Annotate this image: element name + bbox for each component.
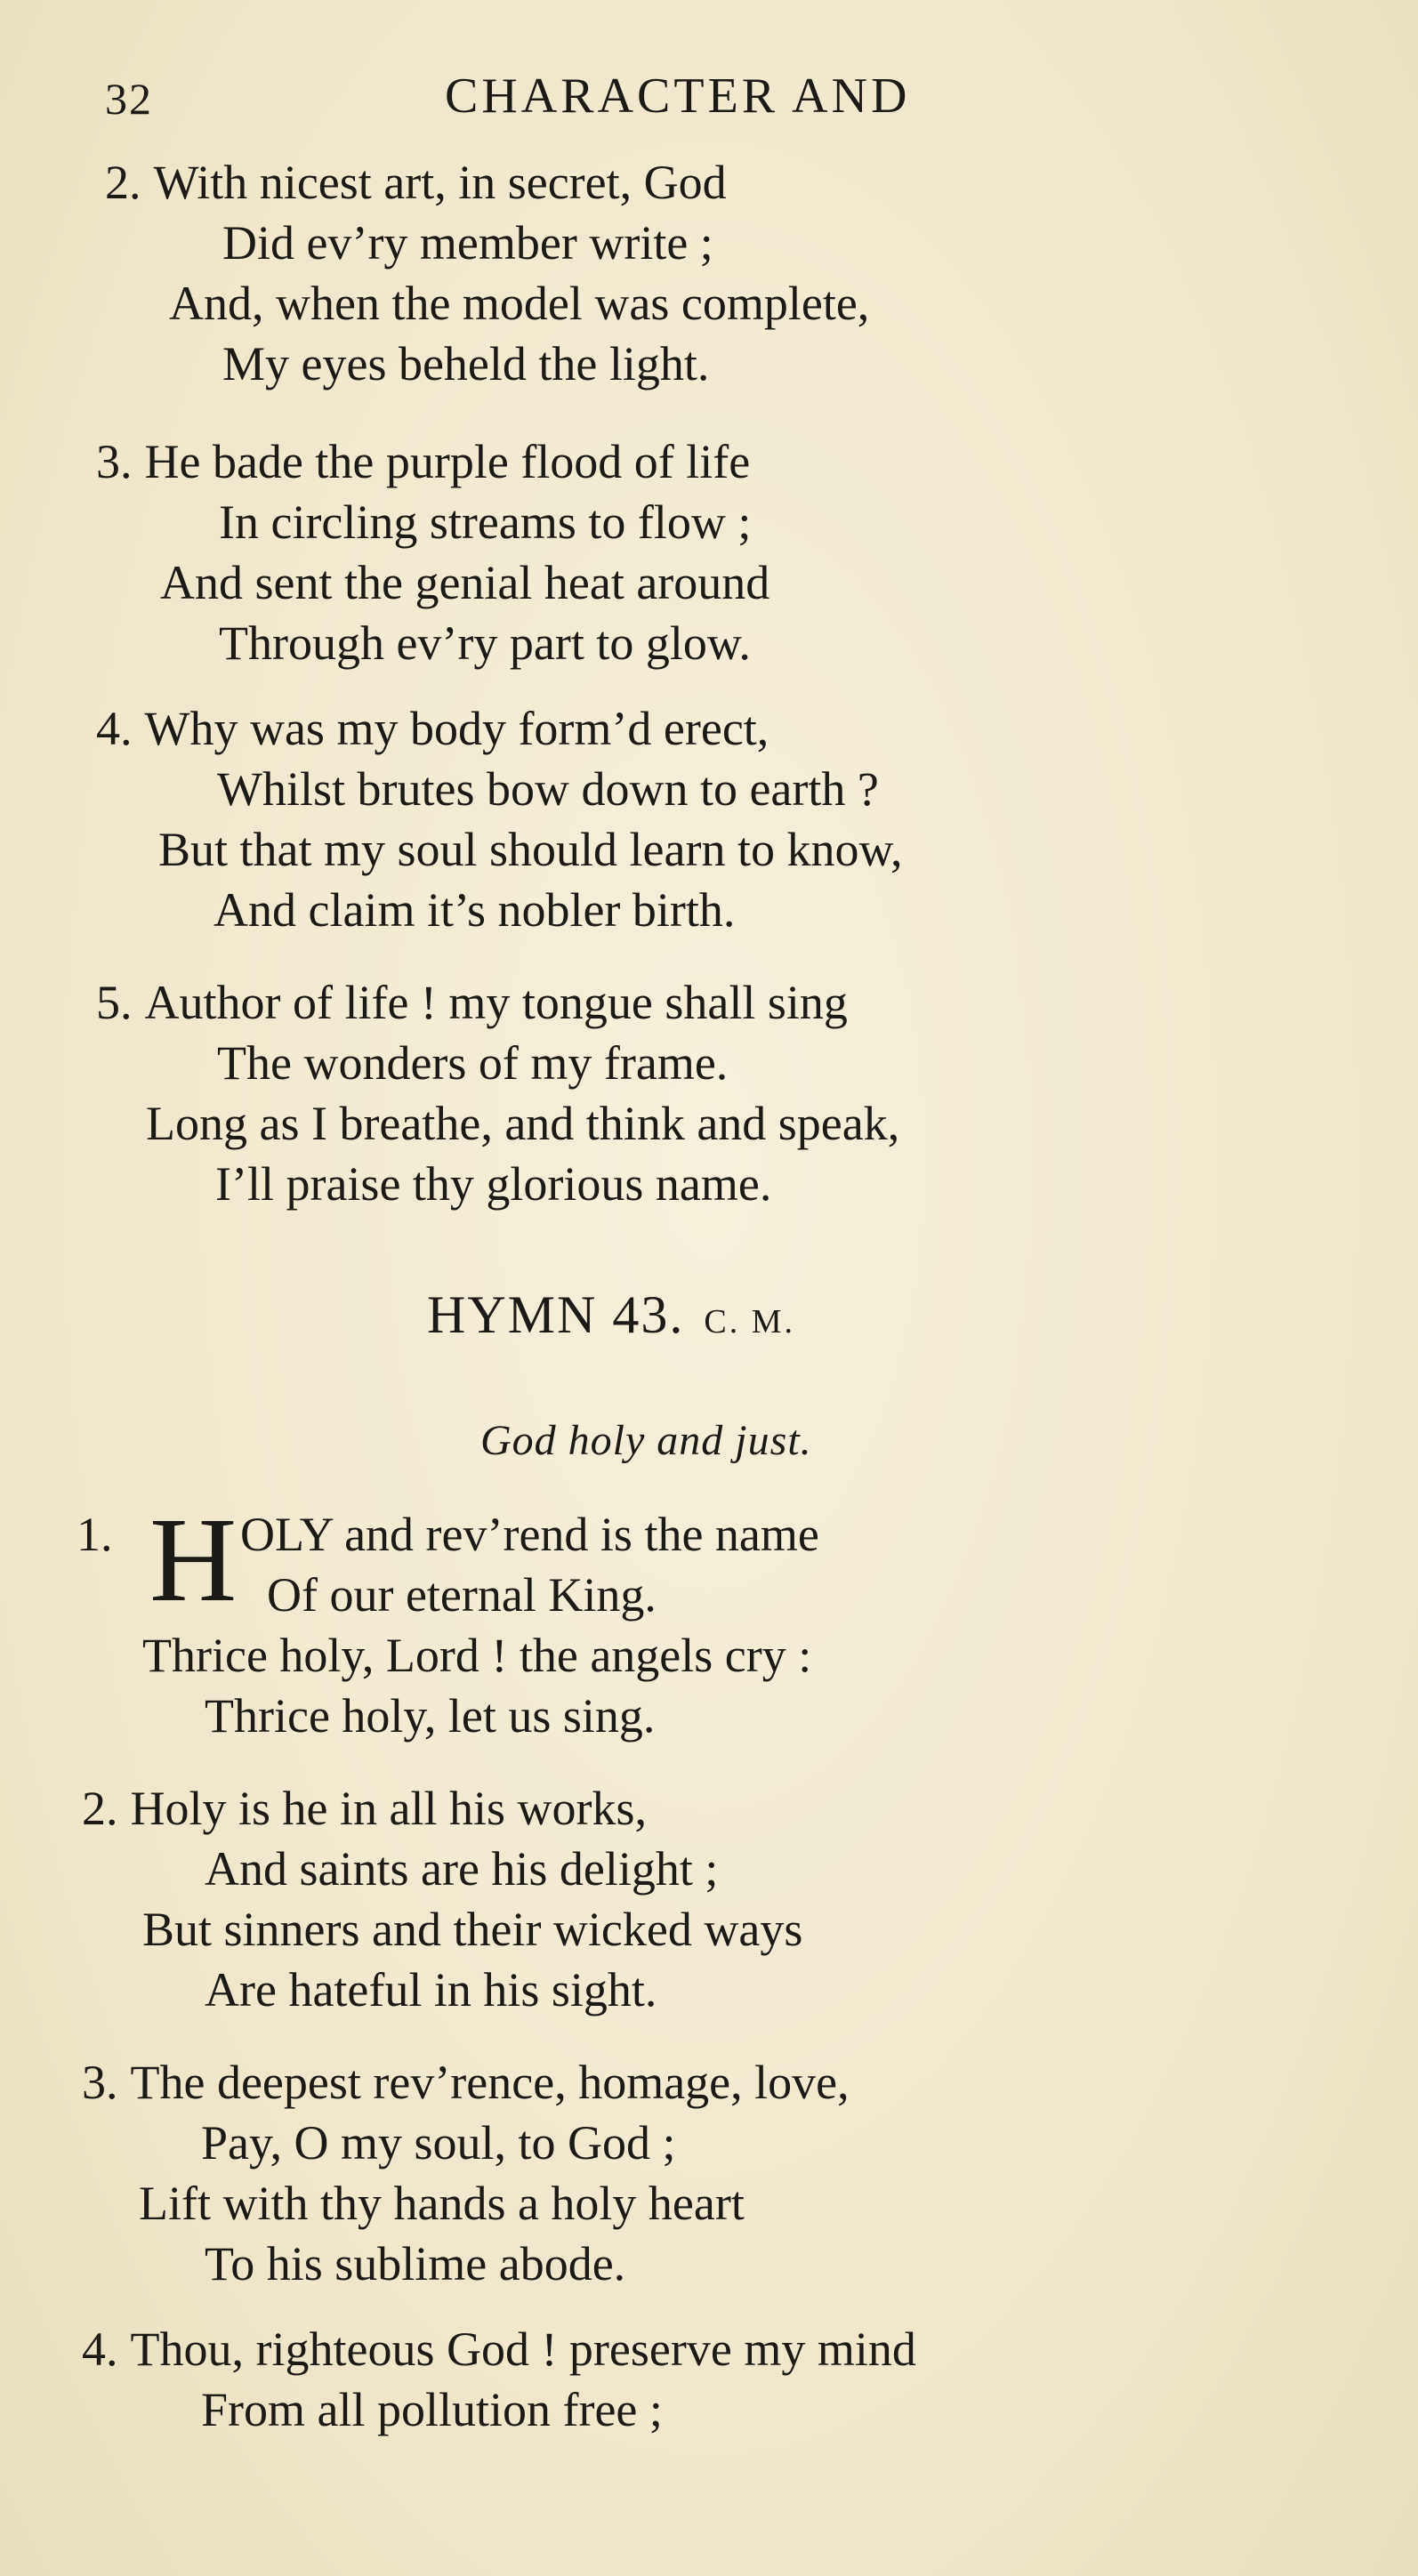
stanza-number: 4. (96, 702, 133, 755)
stanza-line: 2. With nicest art, in secret, God (105, 156, 727, 209)
stanza-number: 5. (96, 976, 133, 1029)
stanza-line: From all pollution free ; (201, 2383, 663, 2436)
stanza-line: And saints are his delight ; (205, 1842, 719, 1896)
stanza-line: In circling streams to flow ; (219, 495, 752, 549)
stanza-number: 2. (105, 156, 141, 209)
stanza-line: 4. Why was my body form’d erect, (96, 702, 769, 755)
stanza-line: I’ll praise thy glorious name. (215, 1157, 772, 1211)
stanza-line: 3. The deepest rev’rence, homage, love, (82, 2056, 850, 2109)
stanza-line: But that my soul should learn to know, (158, 823, 903, 876)
stanza-line: Whilst brutes bow down to earth ? (217, 762, 879, 816)
stanza-line: 2. Holy is he in all his works, (82, 1782, 647, 1835)
running-head: CHARACTER AND (445, 68, 911, 124)
drop-cap: H (149, 1493, 238, 1627)
stanza-line: OLY and rev’rend is the name (240, 1508, 819, 1561)
stanza-line: And claim it’s nobler birth. (214, 883, 736, 937)
hymn-title (427, 1284, 795, 1346)
stanza-line: Long as I breathe, and think and speak, (146, 1097, 900, 1150)
stanza-line: 4. Thou, righteous God ! preserve my mind (82, 2322, 916, 2376)
stanza-line: Pay, O my soul, to God ; (201, 2116, 676, 2169)
stanza-line: Thrice holy, let us sing. (205, 1689, 656, 1743)
stanza-number: 3. (82, 2056, 118, 2109)
stanza-line: To his sublime abode. (205, 2237, 626, 2290)
stanza-line: Through ev’ry part to glow. (219, 616, 751, 670)
stanza-number: 2. (82, 1782, 118, 1835)
stanza-line: Did ev’ry member write ; (222, 216, 713, 270)
stanza-number: 1. (77, 1508, 113, 1561)
stanza-line: Lift with thy hands a holy heart (139, 2177, 745, 2230)
stanza-line: 3. He bade the purple flood of life (96, 435, 751, 488)
stanza-line: And sent the genial heat around (160, 556, 770, 609)
page-header (0, 64, 1418, 135)
hymn-number: HYMN 43. (427, 1285, 685, 1344)
stanza-line: Are hateful in his sight. (205, 1963, 657, 2017)
stanza-line: My eyes beheld the light. (222, 337, 710, 390)
stanza-line: And, when the model was complete, (169, 277, 870, 330)
hymn-subtitle: God holy and just. (480, 1417, 812, 1464)
stanza-line: But sinners and their wicked ways (142, 1903, 803, 1956)
page-number: 32 (105, 74, 153, 124)
stanza-number: 4. (82, 2322, 118, 2376)
stanza-line: Thrice holy, Lord ! the angels cry : (142, 1629, 812, 1682)
stanza-line: The wonders of my frame. (217, 1036, 729, 1090)
stanza-line: 5. Author of life ! my tongue shall sing (96, 976, 848, 1029)
hymn-meter: C. M. (704, 1303, 795, 1340)
stanza-number: 3. (96, 435, 133, 488)
stanza-line: Of our eternal King. (267, 1568, 657, 1622)
